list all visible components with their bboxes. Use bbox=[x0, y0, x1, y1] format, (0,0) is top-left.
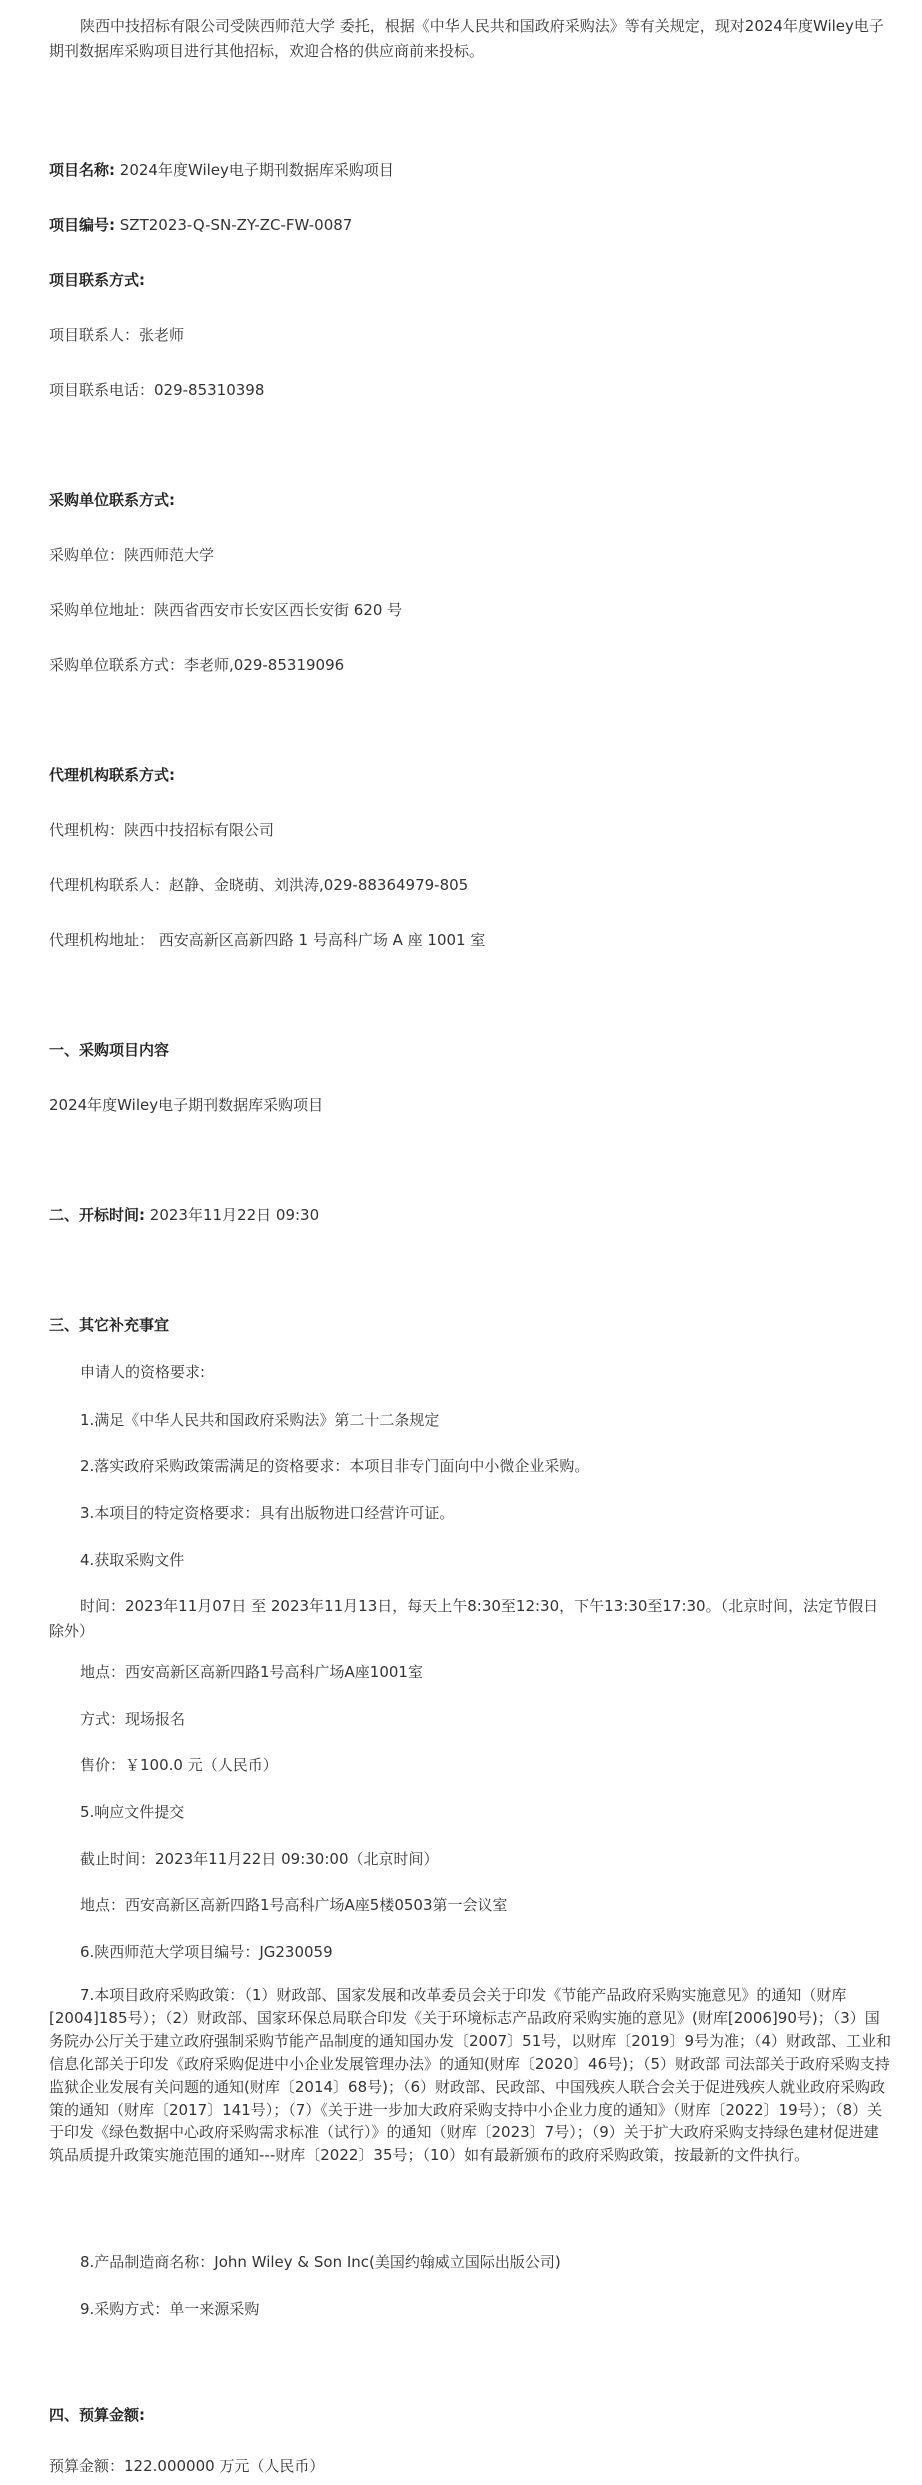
purchaser-heading: 采购单位联系方式: bbox=[49, 491, 175, 509]
agency-contact: 代理机构联系人：赵静、金晓萌、刘洪涛,029-88364979-805 bbox=[49, 876, 469, 894]
submission-deadline: 截止时间：2023年11月22日 09:30:00（北京时间） bbox=[80, 1850, 439, 1868]
requirement-item-4: 4.获取采购文件 bbox=[80, 1551, 185, 1569]
section2-heading: 二、开标时间: bbox=[49, 1206, 145, 1224]
section3-heading: 三、其它补充事宜 bbox=[49, 1316, 170, 1334]
acquisition-method: 方式：现场报名 bbox=[80, 1710, 186, 1728]
requirement-item-3: 3.本项目的特定资格要求：具有出版物进口经营许可证。 bbox=[80, 1504, 455, 1522]
project-code-value: SZT2023-Q-SN-ZY-ZC-FW-0087 bbox=[119, 216, 353, 234]
project-code-row bbox=[49, 215, 892, 236]
project-name-value: 2024年度Wiley电子期刊数据库采购项目 bbox=[119, 161, 394, 179]
purchaser-address: 采购单位地址：陕西省西安市长安区西长安街 620 号 bbox=[49, 601, 403, 619]
project-contact-heading: 项目联系方式: bbox=[49, 271, 145, 289]
submission-location: 地点：西安高新区高新四路1号高科广场A座5楼0503第一会议室 bbox=[80, 1896, 508, 1914]
section2-row bbox=[49, 1205, 892, 1226]
purchaser-contact: 采购单位联系方式：李老师,029-85319096 bbox=[49, 656, 345, 674]
requirement-item-1: 1.满足《中华人民共和国政府采购法》第二十二条规定 bbox=[80, 1411, 440, 1429]
requirement-item-2: 2.落实政府采购政策需满足的资格要求：本项目非专门面向中小微企业采购。 bbox=[80, 1457, 590, 1475]
section4-heading: 四、预算金额: bbox=[49, 2406, 145, 2424]
project-code-label: 项目编号: bbox=[49, 216, 115, 234]
section1-content: 2024年度Wiley电子期刊数据库采购项目 bbox=[49, 1096, 324, 1114]
manufacturer-name: 8.产品制造商名称：John Wiley & Son Inc(美国约翰威立国际出版公司) bbox=[80, 2253, 561, 2271]
intro-paragraph: 陕西中技招标有限公司受陕西师范大学 委托，根据《中华人民共和国政府采购法》等有关规定，现对2024年度Wiley电子期刊数据库采购项目进行其他招标，欢迎合格的供应商前来投标。 bbox=[49, 17, 884, 60]
section2-value: 2023年11月22日 09:30 bbox=[149, 1206, 320, 1224]
acquisition-location: 地点：西安高新区高新四路1号高科广场A座1001室 bbox=[80, 1663, 423, 1681]
procurement-method: 9.采购方式：单一来源采购 bbox=[80, 2300, 260, 2318]
agency-name: 代理机构：陕西中技招标有限公司 bbox=[49, 821, 275, 839]
section1-heading: 一、采购项目内容 bbox=[49, 1041, 170, 1059]
budget-amount: 预算金额：122.000000 万元（人民币） bbox=[49, 2457, 325, 2475]
project-name-row bbox=[49, 160, 892, 181]
agency-address: 代理机构地址： 西安高新区高新四路 1 号高科广场 A 座 1001 室 bbox=[49, 931, 486, 949]
procurement-policy-paragraph: 7.本项目政府采购政策：（1）财政部、国家发展和改革委员会关于印发《节能产品政府采购实施意见》的通知（财库[2004]185号）；（2）财政部、国家环保总局联合印发《关于环境标志产品政府采购实施的意见》(财库[2006]90号)；（3）国务院办公厅关于建立政府强制采购节能产品制度的通知国办发〔2007〕51号，以财库〔2019〕9号为准；（4）财政部、工业和信息化部关于印发《政府采购促进中小企业发展管理办法》的通知(财库〔2020〕46号)；（5）财政部 司法部关于政府采购支持监狱企业发展有关问题的通知(财库〔2014〕68号)；（6）财政部、民政部、中国残疾人联合会关于促进残疾人就业政府采购政策的通知（财库〔2017〕141号）；（7）《关于进一步加大政府采购支持中小企业力度的通知》（财库〔2022〕19号）；（8）关于印发《绿色数据中心政府采购需求标准（试行）》的通知（财库〔2023〕7号）；（9）关于扩大政府采购支持绿色建材促进建筑品质提升政策实施范围的通知---财库〔2022〕35号；（10）如有最新颁布的政府采购政策，按最新的文件执行。 bbox=[49, 1986, 892, 2165]
requirement-item-5: 5.响应文件提交 bbox=[80, 1803, 185, 1821]
university-project-code: 6.陕西师范大学项目编号：JG230059 bbox=[80, 1943, 333, 1961]
project-contact-person: 项目联系人：张老师 bbox=[49, 326, 185, 344]
project-name-label: 项目名称: bbox=[49, 161, 115, 179]
acquisition-price: 售价：￥100.0 元（人民币） bbox=[80, 1756, 278, 1774]
acquisition-time: 时间：2023年11月07日 至 2023年11月13日，每天上午8:30至12:30，下午13:30至17:30。（北京时间，法定节假日除外） bbox=[49, 1597, 879, 1640]
qualification-heading: 申请人的资格要求: bbox=[80, 1363, 206, 1381]
purchaser-unit: 采购单位：陕西师范大学 bbox=[49, 546, 215, 564]
project-contact-phone: 项目联系电话：029-85310398 bbox=[49, 381, 265, 399]
agency-heading: 代理机构联系方式: bbox=[49, 766, 175, 784]
